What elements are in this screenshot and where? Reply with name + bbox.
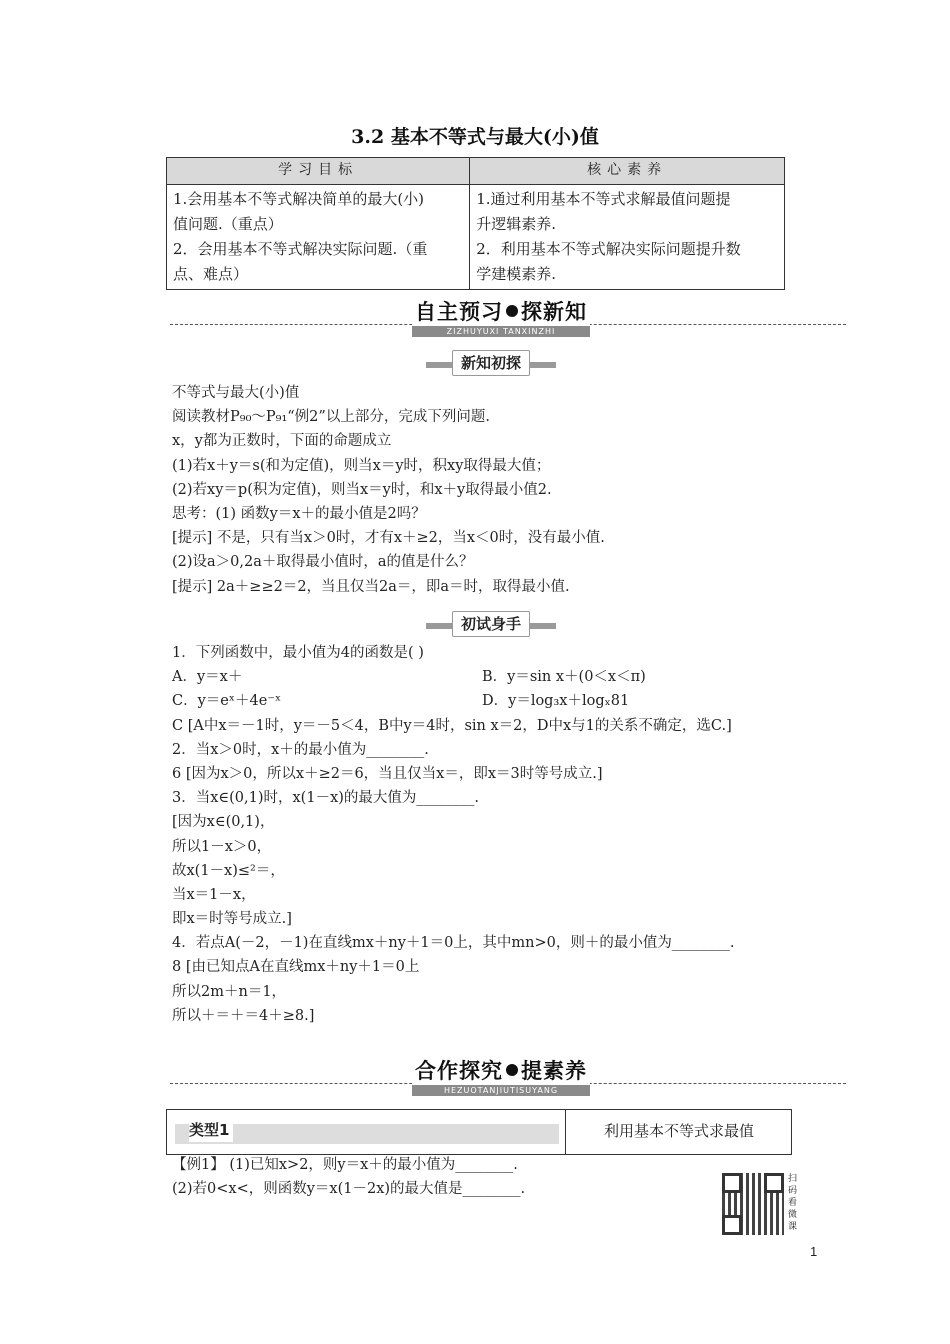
text-line: [提示] 不是，只有当x＞0时，才有x＋≥2，当x＜0时，没有最小值.	[172, 530, 605, 547]
option-a: A．y＝x＋	[172, 669, 243, 686]
section1-text	[172, 381, 832, 599]
question-stem: 2．当x＞0时，x＋的最小值为________.	[172, 741, 429, 758]
banner-title: 自主预习 探新知	[415, 300, 587, 324]
example-line: (2)若0<x<，则函数y＝x(1－2x)的最大值是________.	[172, 1181, 526, 1198]
options-row	[172, 689, 832, 713]
answer-line: 故x(1－x)≤²＝，	[172, 862, 285, 879]
answer-line: 所以＋＝＋＝4＋≥8.]	[172, 1007, 315, 1024]
question-stem: 4．若点A(－2，－1)在直线mx＋ny＋1＝0上，其中mn>0，则＋的最小值为________.	[172, 935, 735, 952]
banner-box	[412, 298, 590, 338]
qr-label: 扫码看微课	[788, 1174, 798, 1232]
option-b: B．y＝sin x＋(0＜x＜π)	[482, 669, 646, 686]
banner-title: 合作探究 提素养	[415, 1059, 587, 1083]
example-line: 【例1】 (1)已知x>2，则y＝x＋的最小值为________.	[172, 1157, 518, 1173]
goals-left-cell	[167, 185, 470, 290]
text-line: (2)设a＞0,2a＋取得最小值时，a的值是什么？	[172, 554, 474, 571]
page-title: 3.2 基本不等式与最大(小)值	[351, 126, 599, 148]
answer-line: 所以2m＋n＝1，	[172, 983, 287, 1000]
answer-line: C [A中x＝－1时，y＝－5＜4，B中y＝4时，sin x＝2，D中x与1的关系不确定，选C.]	[172, 717, 732, 734]
answer-line: 6 [因为x＞0，所以x＋≥2＝6，当且仅当x＝，即x＝3时等号成立.]	[172, 765, 603, 782]
subheading-new-knowledge: 新知初探	[426, 350, 556, 376]
goals-left-line: 点、难点）	[173, 265, 249, 283]
text-line: 思考：(1) 函数y＝x＋的最小值是2吗？	[172, 505, 426, 522]
section-banner-preview	[170, 298, 846, 342]
text-line: 阅读教材P₉₀～P₉₁“例2”以上部分，完成下列问题.	[172, 409, 490, 426]
text-line: (1)若x＋y＝s(和为定值)，则当x＝y时，积xy取得最大值；	[172, 457, 551, 474]
text-line: 不等式与最大(小)值	[172, 385, 300, 401]
qr-code-icon[interactable]	[722, 1173, 784, 1235]
text-line: (2)若xy＝p(积为定值)，则当x＝y时，和x＋y取得最小值2.	[172, 481, 552, 498]
text-line: x，y都为正数时，下面的命题成立	[172, 433, 392, 450]
answer-line: 8 [由已知点A在直线mx＋ny＋1＝0上	[172, 959, 420, 976]
banner-subtitle: HEZUOTANJIUTISUYANG	[412, 1085, 590, 1096]
banner-box	[412, 1057, 590, 1097]
option-d: D．y＝log₃x＋logₓ81	[482, 693, 630, 710]
subheading-trial: 初试身手	[426, 611, 556, 637]
question-stem: 1．下列函数中，最小值为4的函数是( )	[172, 645, 424, 661]
goals-header-left: 学习目标	[167, 158, 470, 185]
goals-table	[166, 157, 785, 290]
answer-line: 即x＝时等号成立.]	[172, 911, 292, 928]
banner-dot-icon	[506, 305, 518, 317]
question-stem: 3．当x∈(0,1)时，x(1－x)的最大值为________.	[172, 790, 480, 807]
options-row	[172, 665, 832, 689]
type-tag: 类型1	[175, 1118, 559, 1144]
goals-right-line: 学建模素养.	[476, 265, 556, 283]
goals-right-line: 2．利用基本不等式解决实际问题提升数	[476, 240, 741, 258]
answer-line: 所以1－x＞0，	[172, 838, 272, 855]
goals-header-right: 核心素养	[470, 158, 785, 185]
type-title: 利用基本不等式求最值	[603, 1122, 754, 1140]
banner-subtitle: ZIZHUYUXI TANXINZHI	[412, 326, 590, 337]
section-banner-explore	[170, 1057, 846, 1101]
goals-right-line: 1.通过利用基本不等式求解最值问题提	[476, 190, 731, 208]
goals-right-cell	[470, 185, 785, 290]
goals-left-line: 值问题.（重点）	[173, 215, 283, 233]
answer-line: 当x＝1－x，	[172, 886, 256, 903]
banner-dot-icon	[506, 1064, 518, 1076]
type-box	[166, 1109, 792, 1155]
goals-left-line: 2．会用基本不等式解决实际问题.（重	[173, 240, 428, 258]
page-number: 1	[810, 1244, 818, 1259]
text-line: [提示] 2a＋≥≥2＝2，当且仅当2a＝，即a＝时，取得最小值.	[172, 578, 570, 595]
goals-left-line: 1.会用基本不等式解决简单的最大(小)	[173, 190, 425, 208]
option-c: C．y＝eˣ＋4e⁻ˣ	[172, 693, 282, 710]
answer-line: [因为x∈(0,1)，	[172, 814, 275, 831]
goals-right-line: 升逻辑素养.	[476, 215, 556, 233]
exercise-list	[172, 641, 832, 1028]
